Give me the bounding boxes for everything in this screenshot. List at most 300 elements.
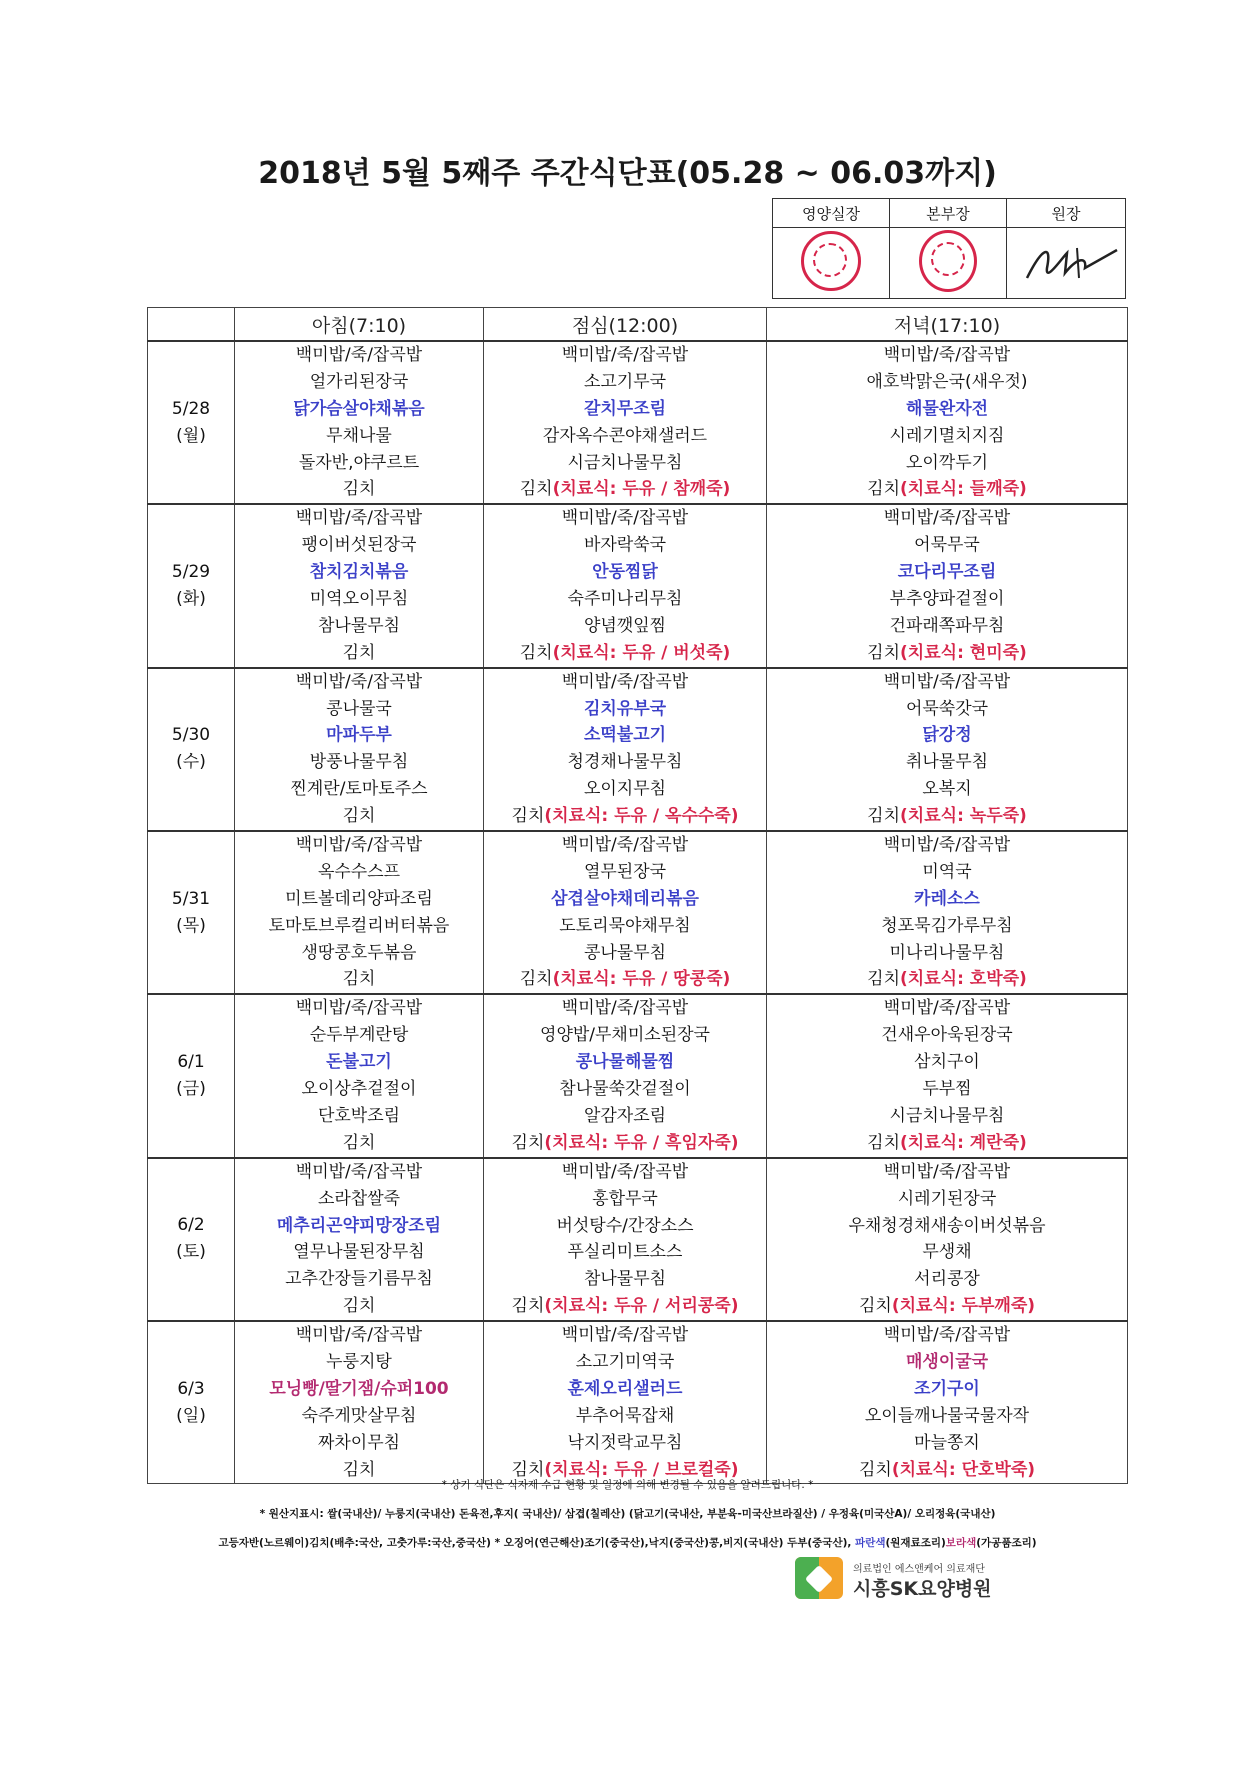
menu-item [235, 776, 483, 803]
menu-item-text: 소고기무국 [583, 371, 667, 392]
menu-item-text: 김치 [519, 479, 553, 500]
dinner-cell [767, 1321, 1128, 1484]
menu-item-text: 백미밥/죽/잡곡밥 [295, 1161, 423, 1182]
menu-item-text: 백미밥/죽/잡곡밥 [295, 998, 423, 1019]
day-weekday: (월) [176, 425, 206, 446]
menu-item [235, 1103, 483, 1130]
menu-item-text: 백미밥/죽/잡곡밥 [295, 671, 423, 692]
day-cell [148, 504, 235, 667]
menu-item [767, 1322, 1127, 1349]
menu-item [484, 559, 766, 586]
therapeutic-diet-note: (치료식: 두유 / 버섯죽) [552, 642, 731, 663]
menu-item [767, 966, 1127, 993]
menu-item [235, 423, 483, 450]
menu-item [235, 613, 483, 640]
menu-item [767, 1022, 1127, 1049]
menu-item-text: 어묵무국 [914, 535, 980, 556]
legend-blue-label: 파란색 [855, 1537, 886, 1549]
menu-item [484, 1403, 766, 1430]
menu-item [235, 859, 483, 886]
menu-item [484, 1430, 766, 1457]
menu-item-text: 김치 [342, 1459, 376, 1480]
menu-item-text: 마늘쫑지 [914, 1432, 980, 1453]
menu-item-text: 얼가리된장국 [309, 371, 409, 392]
menu-item [767, 1130, 1127, 1157]
menu-change-notice: * 상기 식단은 식자재 수급 현황 및 일정에 의해 변경될 수 있음을 알려드립니다. * [441, 1479, 814, 1491]
menu-item-text: 김치 [511, 1132, 545, 1153]
therapeutic-diet-note: (치료식: 두부깨죽) [891, 1296, 1036, 1317]
day-cell [148, 831, 235, 994]
day-date: 6/1 [177, 1052, 205, 1073]
menu-item [235, 669, 483, 696]
lunch-cell [484, 1158, 767, 1321]
day-weekday: (일) [176, 1405, 206, 1426]
menu-item [767, 532, 1127, 559]
menu-item-text: 콩나물무침 [583, 942, 667, 963]
menu-item-text: 돌자반,야쿠르트 [298, 452, 420, 473]
menu-item [235, 696, 483, 723]
menu-item-text: 콩나물국 [326, 698, 392, 719]
menu-item [235, 1293, 483, 1320]
menu-item-text: 열무나물된장무침 [293, 1242, 425, 1263]
menu-item-text: 감자옥수콘야채샐러드 [542, 425, 708, 446]
therapeutic-diet-note: (치료식: 녹두죽) [900, 806, 1027, 827]
menu-item [767, 342, 1127, 369]
therapeutic-diet-note: (치료식: 두유 / 브로컬죽) [544, 1459, 739, 1480]
menu-item-text: 백미밥/죽/잡곡밥 [883, 345, 1011, 365]
menu-item [484, 913, 766, 940]
lunch-cell [484, 1321, 767, 1484]
legend-blue-desc: (원재료조리) [885, 1537, 946, 1549]
menu-item-text: 김치 [519, 969, 553, 990]
lunch-cell [484, 341, 767, 504]
menu-item-text: 갈치무조림 [583, 398, 667, 419]
menu-item-text: 오복지 [922, 779, 972, 800]
menu-item [767, 832, 1127, 859]
page-title: 2018년 5월 5째주 주간식단표(05.28 ~ 06.03까지) [258, 156, 997, 191]
menu-item [484, 803, 766, 830]
menu-item-text: 토마토브루컬리버터볶음 [268, 915, 450, 936]
menu-item [235, 749, 483, 776]
menu-item-text: 짜차이무침 [317, 1432, 401, 1453]
menu-item [767, 423, 1127, 450]
menu-item [484, 776, 766, 803]
breakfast-cell [235, 341, 484, 504]
therapeutic-diet-note: (치료식: 들깨죽) [900, 479, 1027, 500]
therapeutic-diet-note: (치료식: 호박죽) [900, 969, 1027, 990]
menu-item-text: 단호박조림 [317, 1105, 401, 1126]
menu-item-text: 백미밥/죽/잡곡밥 [561, 671, 689, 692]
menu-item [767, 696, 1127, 723]
menu-item-text: 김치 [511, 1296, 545, 1317]
menu-item [767, 1076, 1127, 1103]
menu-item-text: 팽이버섯된장국 [301, 535, 417, 556]
menu-item [484, 1103, 766, 1130]
menu-item [767, 1403, 1127, 1430]
origin-notice-2-text: 고등자반(노르웨이)김치(배추:국산, 고춧가루:국산,중국산) * 오징어(연근해산)조기(중국산),낙지(중국산)콩,비지(국내산) 두부(중국산), [218, 1537, 856, 1549]
menu-item [235, 1130, 483, 1157]
menu-item [235, 886, 483, 913]
hospital-name: 시흥SK요양병원 [853, 1578, 992, 1600]
menu-item [484, 1266, 766, 1293]
menu-item-text: 돈불고기 [326, 1052, 392, 1073]
menu-item [484, 640, 766, 667]
dinner-cell [767, 668, 1128, 831]
menu-item-text: 백미밥/죽/잡곡밥 [295, 345, 423, 365]
menu-item [767, 859, 1127, 886]
menu-item [484, 369, 766, 396]
menu-item-text: 시금치나물무침 [889, 1105, 1005, 1126]
menu-item-text: 오이지무침 [583, 779, 667, 800]
menu-item [484, 859, 766, 886]
menu-item-text: 누룽지탕 [326, 1351, 392, 1372]
menu-item [235, 940, 483, 967]
menu-item-text: 참나물쑥갓겉절이 [559, 1079, 691, 1100]
therapeutic-diet-note: (치료식: 두유 / 땅콩죽) [552, 969, 731, 990]
menu-item-text: 김치 [867, 969, 901, 990]
menu-item-text: 해물완자전 [905, 398, 989, 419]
therapeutic-diet-note: (치료식: 현미죽) [900, 642, 1027, 663]
menu-item [484, 995, 766, 1022]
menu-item-text: 미역국 [922, 861, 972, 882]
menu-item-text: 영양밥/무채미소된장국 [540, 1025, 710, 1046]
menu-item-text: 애호박맑은국(새우젓) [866, 371, 1028, 392]
menu-item-text: 백미밥/죽/잡곡밥 [561, 1161, 689, 1182]
menu-item [235, 1239, 483, 1266]
therapeutic-diet-note: (치료식: 두유 / 서리콩죽) [544, 1296, 739, 1317]
menu-item [767, 369, 1127, 396]
menu-item [235, 1186, 483, 1213]
menu-item-text: 김치 [342, 806, 376, 827]
menu-item-text: 참나물무침 [317, 615, 401, 636]
menu-item [484, 1022, 766, 1049]
menu-item [235, 1403, 483, 1430]
menu-item [484, 966, 766, 993]
menu-item-text: 찐계란/토마토주스 [290, 779, 428, 800]
menu-item-text: 청포묵김가루무침 [881, 915, 1013, 936]
day-cell [148, 994, 235, 1157]
menu-item-text: 백미밥/죽/잡곡밥 [561, 345, 689, 365]
therapeutic-diet-note: (치료식: 단호박죽) [891, 1459, 1036, 1480]
day-weekday: (목) [176, 915, 206, 936]
seal-stamp-icon [919, 230, 977, 292]
day-date: 5/28 [171, 398, 211, 419]
menu-item [484, 342, 766, 369]
menu-item-text: 메추리곤약피망장조림 [276, 1215, 442, 1236]
day-date: 5/30 [171, 725, 211, 746]
lunch-cell [484, 504, 767, 667]
menu-item-text: 닭강정 [922, 725, 972, 746]
menu-item [767, 586, 1127, 613]
menu-item [484, 1159, 766, 1186]
approval-label-nutrition: 영양실장 [773, 199, 890, 228]
day-date: 5/29 [171, 562, 211, 583]
menu-item-text: 소고기미역국 [575, 1351, 675, 1372]
menu-item [235, 832, 483, 859]
day-cell [148, 341, 235, 504]
menu-item-text: 백미밥/죽/잡곡밥 [295, 1325, 423, 1346]
menu-item [767, 803, 1127, 830]
menu-item [767, 749, 1127, 776]
menu-item-text: 미역오이무침 [309, 589, 409, 610]
menu-item [484, 1213, 766, 1240]
menu-item [767, 396, 1127, 423]
menu-item-text: 양념깻잎찜 [583, 615, 667, 636]
therapeutic-diet-note: (치료식: 두유 / 참깨죽) [552, 479, 731, 500]
menu-item [484, 696, 766, 723]
origin-notice-1: * 원산지표시: 쌀(국내산)/ 누룽지(국내산) 돈육전,후지( 국내산)/ 삼겹(칠레산) (닭고기(국내산, 부분육-미국산브라질산) / 우정육(미국산A)/ 오리정육(국내산) [259, 1508, 996, 1520]
menu-item-text: 어묵쑥갓국 [905, 698, 989, 719]
breakfast-cell [235, 1158, 484, 1321]
menu-item-text: 오이들깨나물국물자작 [864, 1405, 1030, 1426]
menu-item-text: 버섯탕수/간장소스 [556, 1215, 694, 1236]
menu-item-text: 삼겹살야채데리볶음 [551, 888, 699, 909]
lunch-cell [484, 831, 767, 994]
menu-item-text: 훈제오리샐러드 [567, 1378, 683, 1399]
menu-item [484, 749, 766, 776]
menu-item [484, 505, 766, 532]
menu-item-text: 시레기된장국 [897, 1188, 997, 1209]
seal-stamp-icon [801, 231, 861, 291]
menu-item-text: 김치유부국 [583, 698, 667, 719]
legend-purple-desc: (가공품조리) [976, 1537, 1037, 1549]
menu-item [767, 559, 1127, 586]
menu-item [767, 1103, 1127, 1130]
menu-item-text: 낙지젓락교무침 [567, 1432, 683, 1453]
approval-stamp-director [890, 228, 1007, 299]
header-lunch: 점심(12:00) [484, 308, 767, 342]
menu-item-text: 오이깍두기 [905, 452, 989, 473]
menu-item [484, 886, 766, 913]
menu-item [484, 1186, 766, 1213]
menu-item [235, 1430, 483, 1457]
menu-item [484, 722, 766, 749]
menu-item [235, 966, 483, 993]
menu-item-text: 도토리묵야채무침 [559, 915, 691, 936]
menu-item [767, 1376, 1127, 1403]
menu-item-text: 건새우아욱된장국 [881, 1025, 1013, 1046]
menu-item-text: 콩나물해물찜 [575, 1052, 675, 1073]
menu-item-text: 김치 [867, 642, 901, 663]
menu-item-text: 취나물무침 [905, 752, 989, 773]
menu-item-text: 건파래쪽파무침 [889, 615, 1005, 636]
menu-item-text: 백미밥/죽/잡곡밥 [883, 1325, 1011, 1346]
menu-item [767, 1186, 1127, 1213]
day-date: 6/3 [177, 1378, 205, 1399]
menu-item [235, 913, 483, 940]
menu-item-text: 오이상추겉절이 [301, 1079, 417, 1100]
menu-item-text: 모닝빵/딸기잼/슈퍼100 [269, 1378, 449, 1399]
day-row [148, 668, 1128, 831]
menu-item [767, 505, 1127, 532]
day-cell [148, 668, 235, 831]
lunch-cell [484, 668, 767, 831]
menu-item-text: 푸실리미트소스 [567, 1242, 683, 1263]
menu-item-text: 삼치구이 [914, 1052, 980, 1073]
therapeutic-diet-note: (치료식: 계란죽) [900, 1132, 1027, 1153]
menu-item-text: 서리콩장 [914, 1269, 980, 1290]
menu-item [767, 613, 1127, 640]
menu-item [484, 586, 766, 613]
menu-item-text: 숙주미나리무침 [567, 589, 683, 610]
menu-item-text: 홍합무국 [592, 1188, 658, 1209]
menu-item [235, 1322, 483, 1349]
menu-item [235, 559, 483, 586]
menu-item [235, 1213, 483, 1240]
day-weekday: (화) [176, 589, 206, 610]
menu-item [235, 505, 483, 532]
legend-purple-label: 보라색 [945, 1537, 977, 1549]
origin-notice-2 [0, 1535, 1255, 1550]
menu-item-text: 소떡불고기 [583, 725, 667, 746]
menu-item [484, 396, 766, 423]
hospital-subtitle: 의료법인 에스앤케어 의료재단 [853, 1564, 985, 1575]
menu-item [235, 342, 483, 369]
menu-item [767, 1430, 1127, 1457]
menu-item [767, 776, 1127, 803]
menu-item [484, 1130, 766, 1157]
day-row [148, 1158, 1128, 1321]
menu-item [235, 1049, 483, 1076]
menu-item [767, 995, 1127, 1022]
header-breakfast: 아침(7:10) [235, 308, 484, 342]
menu-item [484, 613, 766, 640]
menu-item [767, 1349, 1127, 1376]
menu-item [235, 396, 483, 423]
menu-item-text: 백미밥/죽/잡곡밥 [883, 671, 1011, 692]
menu-item-text: 백미밥/죽/잡곡밥 [883, 998, 1011, 1019]
approval-label-chief: 원장 [1006, 199, 1125, 228]
dinner-cell [767, 504, 1128, 667]
menu-item [767, 722, 1127, 749]
menu-item-text: 순두부계란탕 [309, 1025, 409, 1046]
menu-item-text: 김치 [342, 1132, 376, 1153]
menu-item [235, 1349, 483, 1376]
menu-item-text: 고추간장들기름무침 [285, 1269, 433, 1290]
menu-item-text: 김치 [867, 1132, 901, 1153]
menu-item-text: 미나리나물무침 [889, 942, 1005, 963]
day-weekday: (토) [176, 1242, 206, 1263]
menu-item [767, 886, 1127, 913]
breakfast-cell [235, 994, 484, 1157]
menu-item-text: 방풍나물무침 [309, 752, 409, 773]
menu-item [767, 450, 1127, 477]
menu-item [484, 423, 766, 450]
menu-item [767, 1266, 1127, 1293]
day-row [148, 504, 1128, 667]
menu-item [767, 669, 1127, 696]
menu-item-text: 생땅콩호두볶음 [301, 942, 417, 963]
menu-item-text: 시금치나물무침 [567, 452, 683, 473]
menu-item-text: 부추양파겉절이 [889, 589, 1005, 610]
hospital-logo-icon [795, 1557, 843, 1599]
menu-item-text: 김치 [858, 1296, 892, 1317]
lunch-cell [484, 994, 767, 1157]
menu-item-text: 소라찹쌀죽 [317, 1188, 401, 1209]
menu-item [235, 640, 483, 667]
menu-item-text: 마파두부 [326, 725, 392, 746]
weekly-menu-table [147, 307, 1128, 1484]
menu-item-text: 미트볼데리양파조림 [285, 888, 433, 909]
menu-item-text: 매생이굴국 [905, 1351, 989, 1372]
menu-item-text: 참치김치볶음 [309, 562, 409, 583]
day-row [148, 994, 1128, 1157]
menu-item [235, 995, 483, 1022]
day-weekday: (수) [176, 752, 206, 773]
menu-item [484, 476, 766, 503]
signature-icon [1007, 228, 1125, 294]
menu-item-text: 두부찜 [922, 1079, 972, 1100]
therapeutic-diet-note: (치료식: 두유 / 옥수수죽) [544, 806, 739, 827]
menu-item-text: 백미밥/죽/잡곡밥 [883, 508, 1011, 529]
menu-item-text: 김치 [342, 1296, 376, 1317]
menu-item [484, 532, 766, 559]
menu-item [767, 1049, 1127, 1076]
header-dinner: 저녁(17:10) [767, 308, 1128, 342]
dinner-cell [767, 831, 1128, 994]
dinner-cell [767, 994, 1128, 1157]
day-cell [148, 1158, 235, 1321]
menu-item-text: 백미밥/죽/잡곡밥 [295, 508, 423, 529]
hospital-brand [795, 1554, 1055, 1604]
menu-item-text: 김치 [867, 806, 901, 827]
menu-item [484, 1376, 766, 1403]
menu-item [767, 1159, 1127, 1186]
menu-item-text: 우채청경채새송이버섯볶음 [848, 1215, 1046, 1236]
menu-item-text: 무채나물 [326, 425, 392, 446]
menu-item [235, 722, 483, 749]
menu-item [767, 913, 1127, 940]
day-date: 6/2 [177, 1215, 205, 1236]
menu-item [235, 1266, 483, 1293]
menu-item-text: 옥수수스프 [317, 861, 401, 882]
menu-item [484, 1049, 766, 1076]
menu-item-text: 참나물무침 [583, 1269, 667, 1290]
menu-item [767, 940, 1127, 967]
menu-item-text: 백미밥/죽/잡곡밥 [561, 508, 689, 529]
menu-item [235, 1076, 483, 1103]
dinner-cell [767, 1158, 1128, 1321]
menu-item-text: 백미밥/죽/잡곡밥 [561, 998, 689, 1019]
menu-item [484, 1293, 766, 1320]
menu-item [484, 1076, 766, 1103]
menu-item-text: 열무된장국 [583, 861, 667, 882]
menu-item [767, 1293, 1127, 1320]
menu-item-text: 숙주게맛살무침 [301, 1405, 417, 1426]
menu-item-text: 백미밥/죽/잡곡밥 [561, 1325, 689, 1346]
menu-item-text: 김치 [342, 479, 376, 500]
menu-item [235, 1022, 483, 1049]
menu-item-text: 시레기멸치지짐 [889, 425, 1005, 446]
menu-item [235, 1159, 483, 1186]
menu-item-text: 조기구이 [914, 1378, 980, 1399]
menu-item-text: 부추어묵잡채 [575, 1405, 675, 1426]
menu-item-text: 바자락쑥국 [583, 535, 667, 556]
menu-item-text: 백미밥/죽/잡곡밥 [561, 835, 689, 856]
menu-item [235, 803, 483, 830]
menu-item-text: 무생채 [922, 1242, 972, 1263]
therapeutic-diet-note: (치료식: 두유 / 흑임자죽) [544, 1132, 739, 1153]
day-row [148, 341, 1128, 504]
menu-item [235, 450, 483, 477]
menu-item [484, 1322, 766, 1349]
menu-item [235, 586, 483, 613]
menu-item-text: 김치 [867, 479, 901, 500]
menu-item-text: 백미밥/죽/잡곡밥 [883, 1161, 1011, 1182]
menu-item [767, 1213, 1127, 1240]
menu-item-text: 백미밥/죽/잡곡밥 [295, 835, 423, 856]
menu-item-text: 김치 [519, 642, 553, 663]
